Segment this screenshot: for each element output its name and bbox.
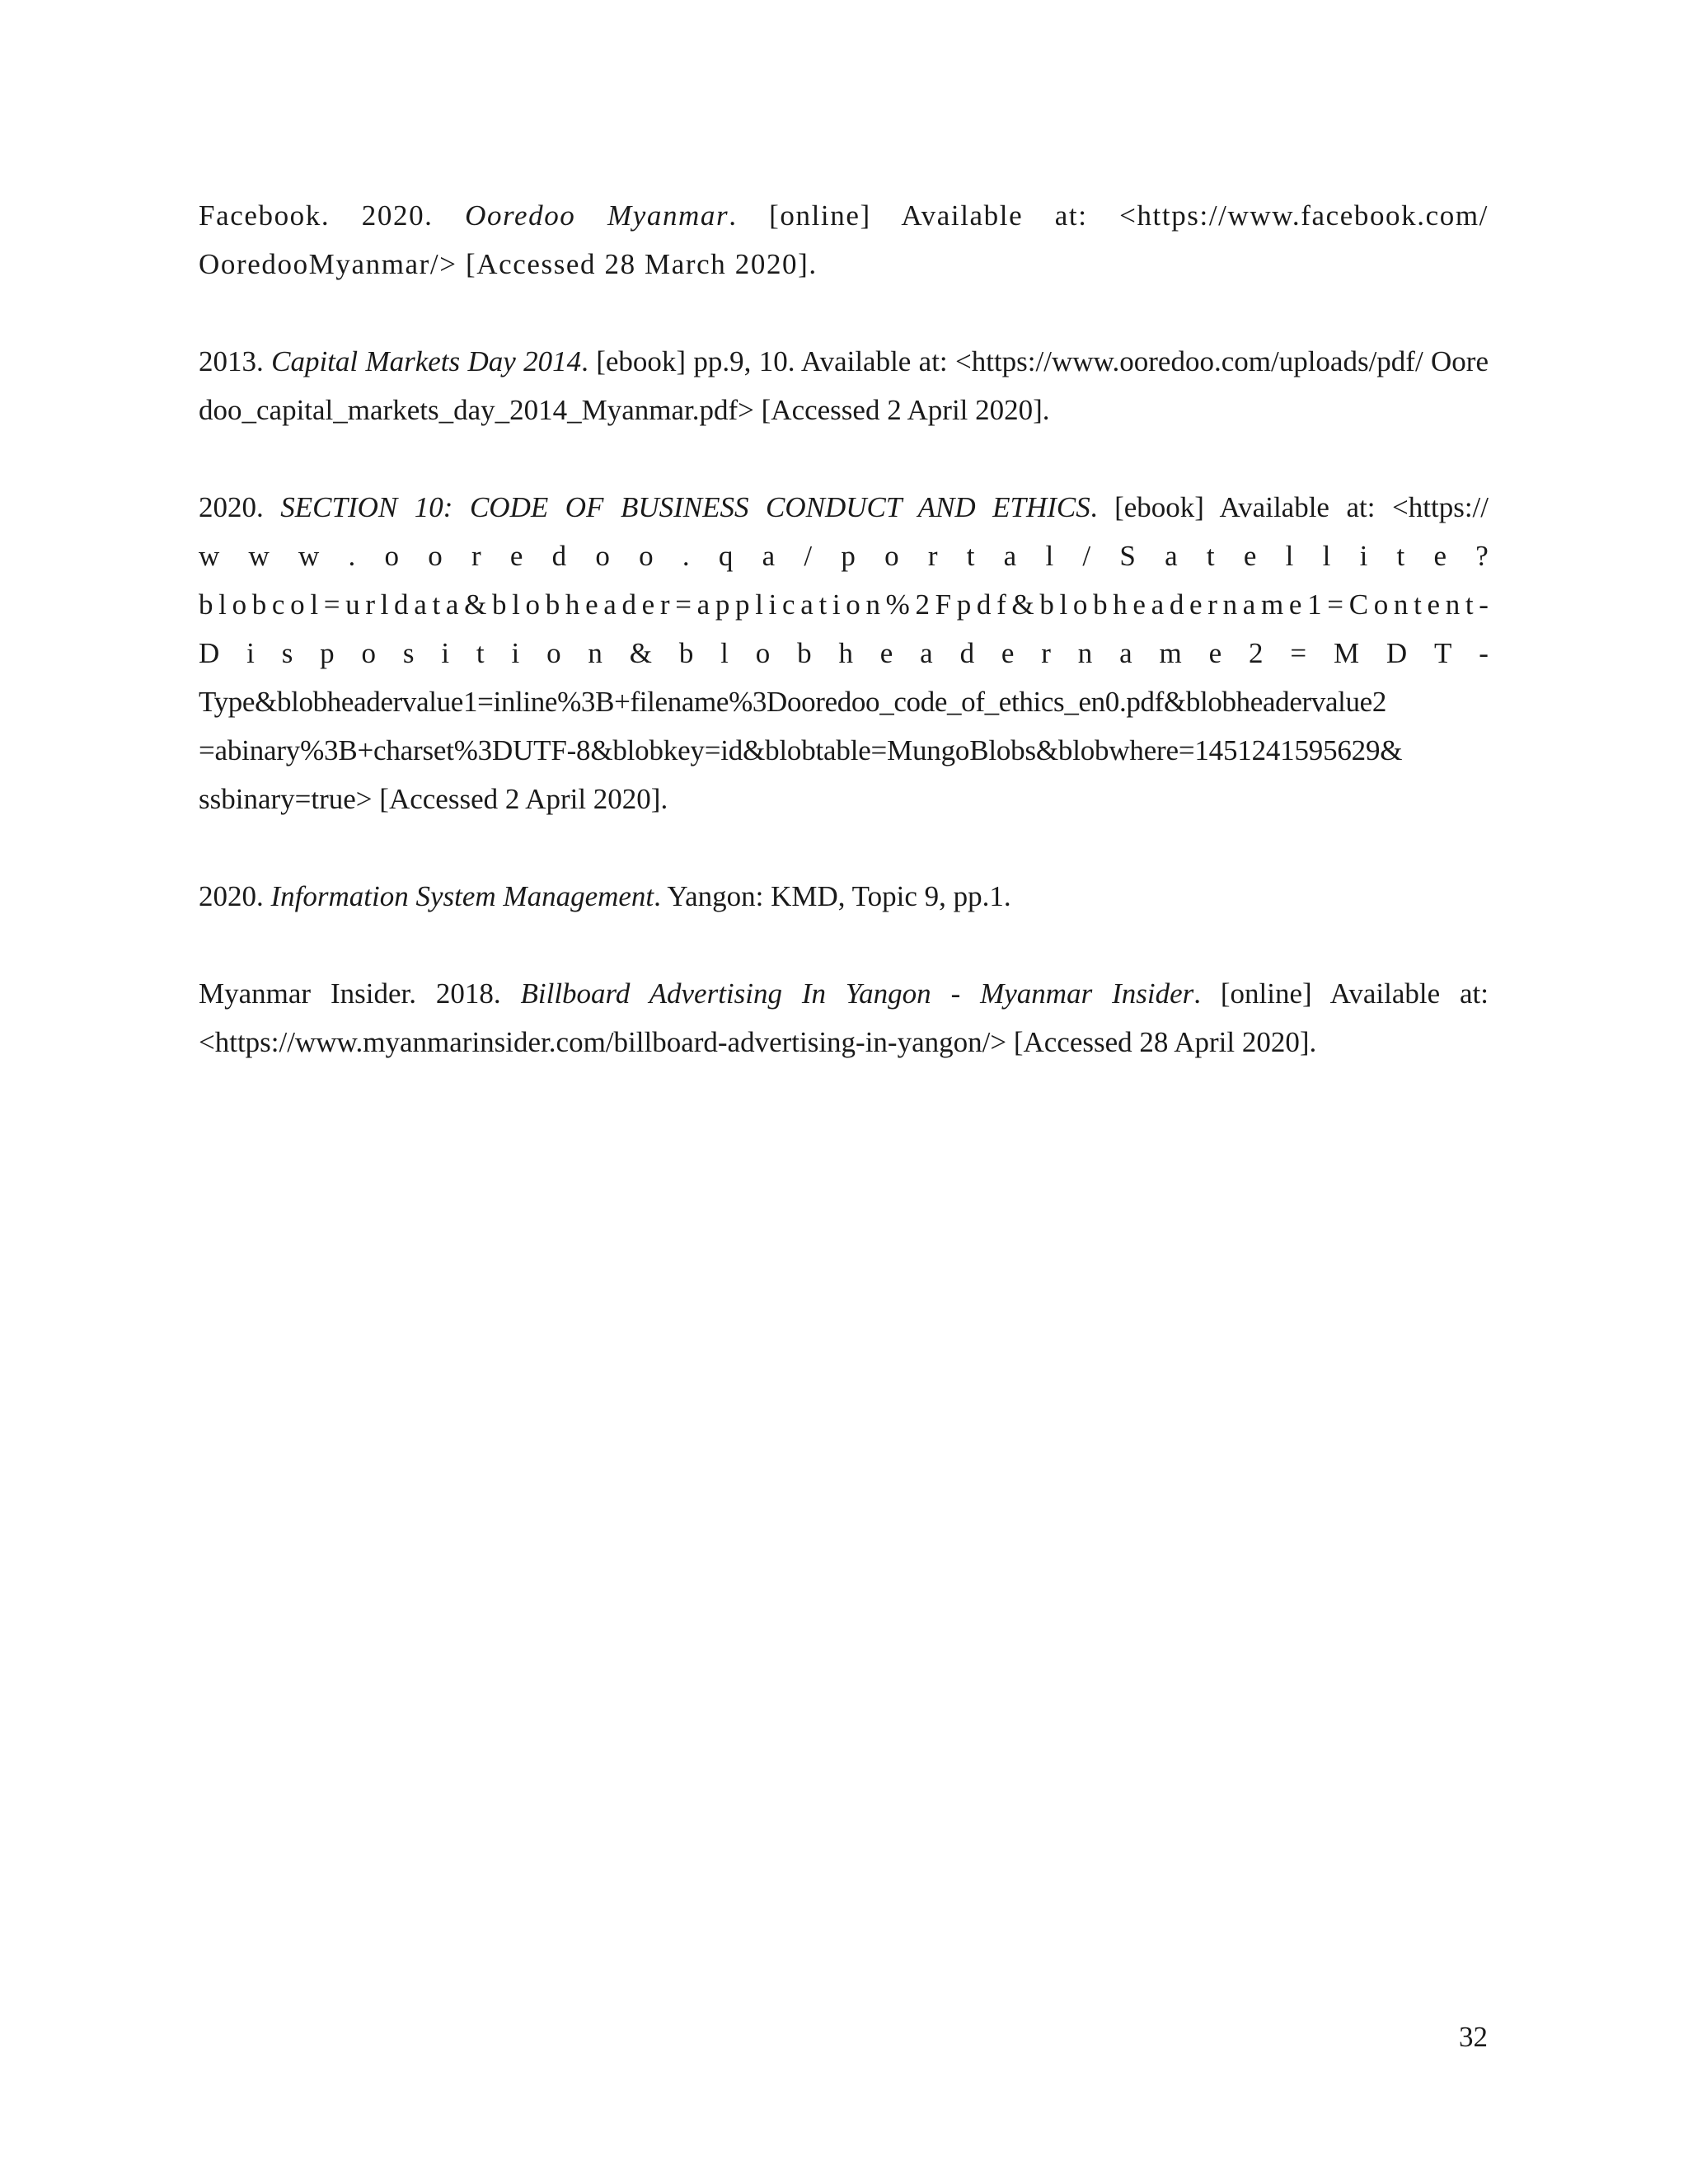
url-character: b (678, 637, 694, 669)
url-character: t (818, 588, 828, 621)
reference-title: Billboard Advertising In Yangon - Myanmar Insider (520, 977, 1194, 1010)
url-character: e (641, 588, 655, 621)
url-character: 1 (1307, 588, 1322, 621)
url-character: T (1434, 637, 1452, 669)
url-character: t (1206, 540, 1215, 572)
url-character: l (218, 588, 227, 621)
url-character: q (718, 540, 734, 572)
url-character: b (1039, 588, 1054, 621)
url-character: r (471, 540, 481, 572)
url-character: i (1359, 540, 1368, 572)
url-character: . (682, 540, 690, 572)
url-character: l (310, 588, 319, 621)
url-character: r (1207, 588, 1217, 621)
url-character: a (1165, 540, 1178, 572)
url-character: m (1159, 637, 1182, 669)
url-character: e (1433, 540, 1447, 572)
url-character: w (248, 540, 270, 572)
url-character: o (1072, 588, 1088, 621)
url-character: a (762, 540, 776, 572)
reference-entry-capital-markets (199, 337, 1489, 434)
url-character: e (1427, 588, 1441, 621)
url-character: D (1386, 637, 1408, 669)
url-character: i (511, 637, 520, 669)
reference-list (199, 191, 1489, 1115)
url-character: o (232, 588, 247, 621)
url-character: l (380, 588, 389, 621)
url-character: n (588, 637, 603, 669)
reference-url-line: =abinary%3B+charset%3DUTF-8&blobkey=id&blobtable=MungoBlobs&blobwhere=1451241595629& (199, 734, 1403, 766)
url-character: p (841, 540, 856, 572)
url-character: a (1242, 588, 1256, 621)
url-character: s (281, 637, 293, 669)
url-character: o (546, 637, 561, 669)
url-character: & (1011, 588, 1034, 621)
url-character: w (199, 540, 220, 572)
url-character: r (659, 588, 670, 621)
url-character: C (1348, 588, 1369, 621)
url-character: h (1113, 588, 1128, 621)
reference-entry-information-system (199, 872, 1489, 921)
reference-title: SECTION 10: CODE OF BUSINESS CONDUCT AND ETHICS (280, 491, 1090, 523)
url-character: F (935, 588, 952, 621)
url-character: = (1290, 637, 1307, 669)
url-character: l (755, 588, 763, 621)
url-character: e (1001, 637, 1015, 669)
reference-url-line (199, 580, 1489, 629)
reference-title: Capital Markets Day 2014 (271, 345, 582, 377)
url-character: m (1260, 588, 1284, 621)
reference-url-line (199, 629, 1489, 677)
url-character: S (1119, 540, 1136, 572)
url-character: i (441, 637, 450, 669)
url-character: d (976, 588, 992, 621)
url-character: u (345, 588, 360, 621)
url-character: a (696, 588, 710, 621)
url-character: p (735, 588, 750, 621)
url-character: a (800, 588, 814, 621)
url-character: l (512, 588, 520, 621)
reference-details: . [ebook] Available at: <https:// (1090, 491, 1489, 523)
url-character: n (1077, 637, 1093, 669)
url-character: t (1414, 588, 1422, 621)
url-character: p (715, 588, 730, 621)
url-character: % (885, 588, 910, 621)
url-character: w (298, 540, 320, 572)
url-character: n (1445, 588, 1461, 621)
url-character: a (603, 588, 617, 621)
url-character: = (1327, 588, 1344, 621)
reference-url-line: ssbinary=true> [Accessed 2 April 2020]. (199, 783, 668, 815)
reference-details: . [online] Available at: <https://www.facebook.com/ OoredooMyanmar/> [Accessed 28 March 2020]. (199, 199, 1489, 280)
url-character: i (768, 588, 777, 621)
url-character: t (966, 540, 975, 572)
page-number: 32 (1459, 2021, 1488, 2053)
url-character: b (251, 588, 267, 621)
url-character: a (445, 588, 459, 621)
url-character: o (595, 540, 610, 572)
reference-details: . Yangon: KMD, Topic 9, pp.1. (654, 880, 1011, 912)
url-character: i (832, 588, 841, 621)
url-character: n (1222, 588, 1238, 621)
url-character: p (956, 588, 972, 621)
url-character: o (361, 637, 377, 669)
url-character: b (1093, 588, 1108, 621)
url-character: s (402, 637, 415, 669)
url-character: h (838, 637, 853, 669)
url-character: o (428, 540, 443, 572)
url-character: e (509, 540, 523, 572)
url-character: r (365, 588, 375, 621)
reference-entry-facebook (199, 191, 1489, 288)
reference-title: Ooredoo Myanmar (465, 199, 729, 232)
url-character: a (414, 588, 427, 621)
url-character: = (323, 588, 340, 621)
url-character: a (1151, 588, 1165, 621)
reference-details: . [online] Available at: <https://www.myanmarinsider.com/billboard-advertising-in-yangon/> [Accessed 28 April 2020]. (199, 977, 1489, 1058)
url-character: e (585, 588, 598, 621)
url-character: a (1119, 637, 1132, 669)
url-character: t (476, 637, 485, 669)
url-character: - (1479, 588, 1489, 621)
url-character: h (565, 588, 580, 621)
reference-prefix: Myanmar Insider. 2018. (199, 977, 521, 1010)
url-character: o (884, 540, 899, 572)
url-character: r (927, 540, 938, 572)
reference-entry-myanmar-insider (199, 969, 1489, 1066)
url-character: d (551, 540, 567, 572)
url-character: o (384, 540, 400, 572)
url-character: = (675, 588, 692, 621)
url-character: l (1322, 540, 1331, 572)
url-character: e (1288, 588, 1302, 621)
url-character: 2 (1249, 637, 1264, 669)
url-character: o (525, 588, 541, 621)
reference-url-line (199, 532, 1489, 580)
url-character: o (846, 588, 860, 621)
url-character: n (865, 588, 880, 621)
url-character: p (320, 637, 335, 669)
url-character: 2 (915, 588, 930, 621)
url-character: l (720, 637, 729, 669)
reference-entry-code-of-conduct (199, 483, 1489, 823)
url-character: c (271, 588, 285, 621)
url-character: c (782, 588, 795, 621)
url-character: M (1333, 637, 1360, 669)
url-character: e (879, 637, 893, 669)
url-character: d (394, 588, 409, 621)
url-character: d (1169, 588, 1184, 621)
url-character: o (755, 637, 771, 669)
url-character: n (1393, 588, 1409, 621)
reference-first-line (199, 483, 1489, 532)
url-character: o (1373, 588, 1389, 621)
url-character: b (199, 588, 213, 621)
url-character: t (432, 588, 441, 621)
url-character: a (920, 637, 933, 669)
reference-details: . [ebook] pp.9, 10. Available at: <https://www.ooredoo.com/uploads/pdf/ Ooredoo_capital_markets_day_2014_Myanmar.pdf> [Accessed 2 April 2020]. (199, 345, 1489, 426)
reference-prefix: Facebook. 2020. (199, 199, 466, 232)
url-character: o (639, 540, 654, 572)
url-character: b (545, 588, 560, 621)
url-character: t (1396, 540, 1405, 572)
url-character: d (959, 637, 975, 669)
url-character: D (199, 637, 220, 669)
url-character: ? (1475, 540, 1489, 572)
url-character: e (1208, 637, 1222, 669)
url-character: d (621, 588, 636, 621)
url-character: e (1189, 588, 1203, 621)
url-character: f (996, 588, 1006, 621)
url-character: e (1243, 540, 1257, 572)
url-character: . (348, 540, 356, 572)
url-character: r (1041, 637, 1051, 669)
url-character: b (797, 637, 812, 669)
url-character: / (1082, 540, 1091, 572)
url-character: & (629, 637, 652, 669)
url-character: l (1059, 588, 1068, 621)
reference-prefix: 2020. (199, 491, 281, 523)
url-character: o (290, 588, 305, 621)
url-character: t (1465, 588, 1474, 621)
url-character: / (804, 540, 813, 572)
url-character: l (1045, 540, 1054, 572)
url-character: - (1479, 637, 1489, 669)
url-character: i (246, 637, 255, 669)
url-character: l (1285, 540, 1294, 572)
reference-prefix: 2013. (199, 345, 272, 377)
url-character: & (464, 588, 487, 621)
reference-prefix: 2020. (199, 880, 271, 912)
url-character: b (491, 588, 507, 621)
url-character: e (1132, 588, 1146, 621)
reference-title: Information System Management (270, 880, 654, 912)
url-character: a (1003, 540, 1017, 572)
reference-url-line: Type&blobheadervalue1=inline%3B+filename%3Dooredoo_code_of_ethics_en0.pdf&blobheadervalue2 (199, 686, 1387, 718)
